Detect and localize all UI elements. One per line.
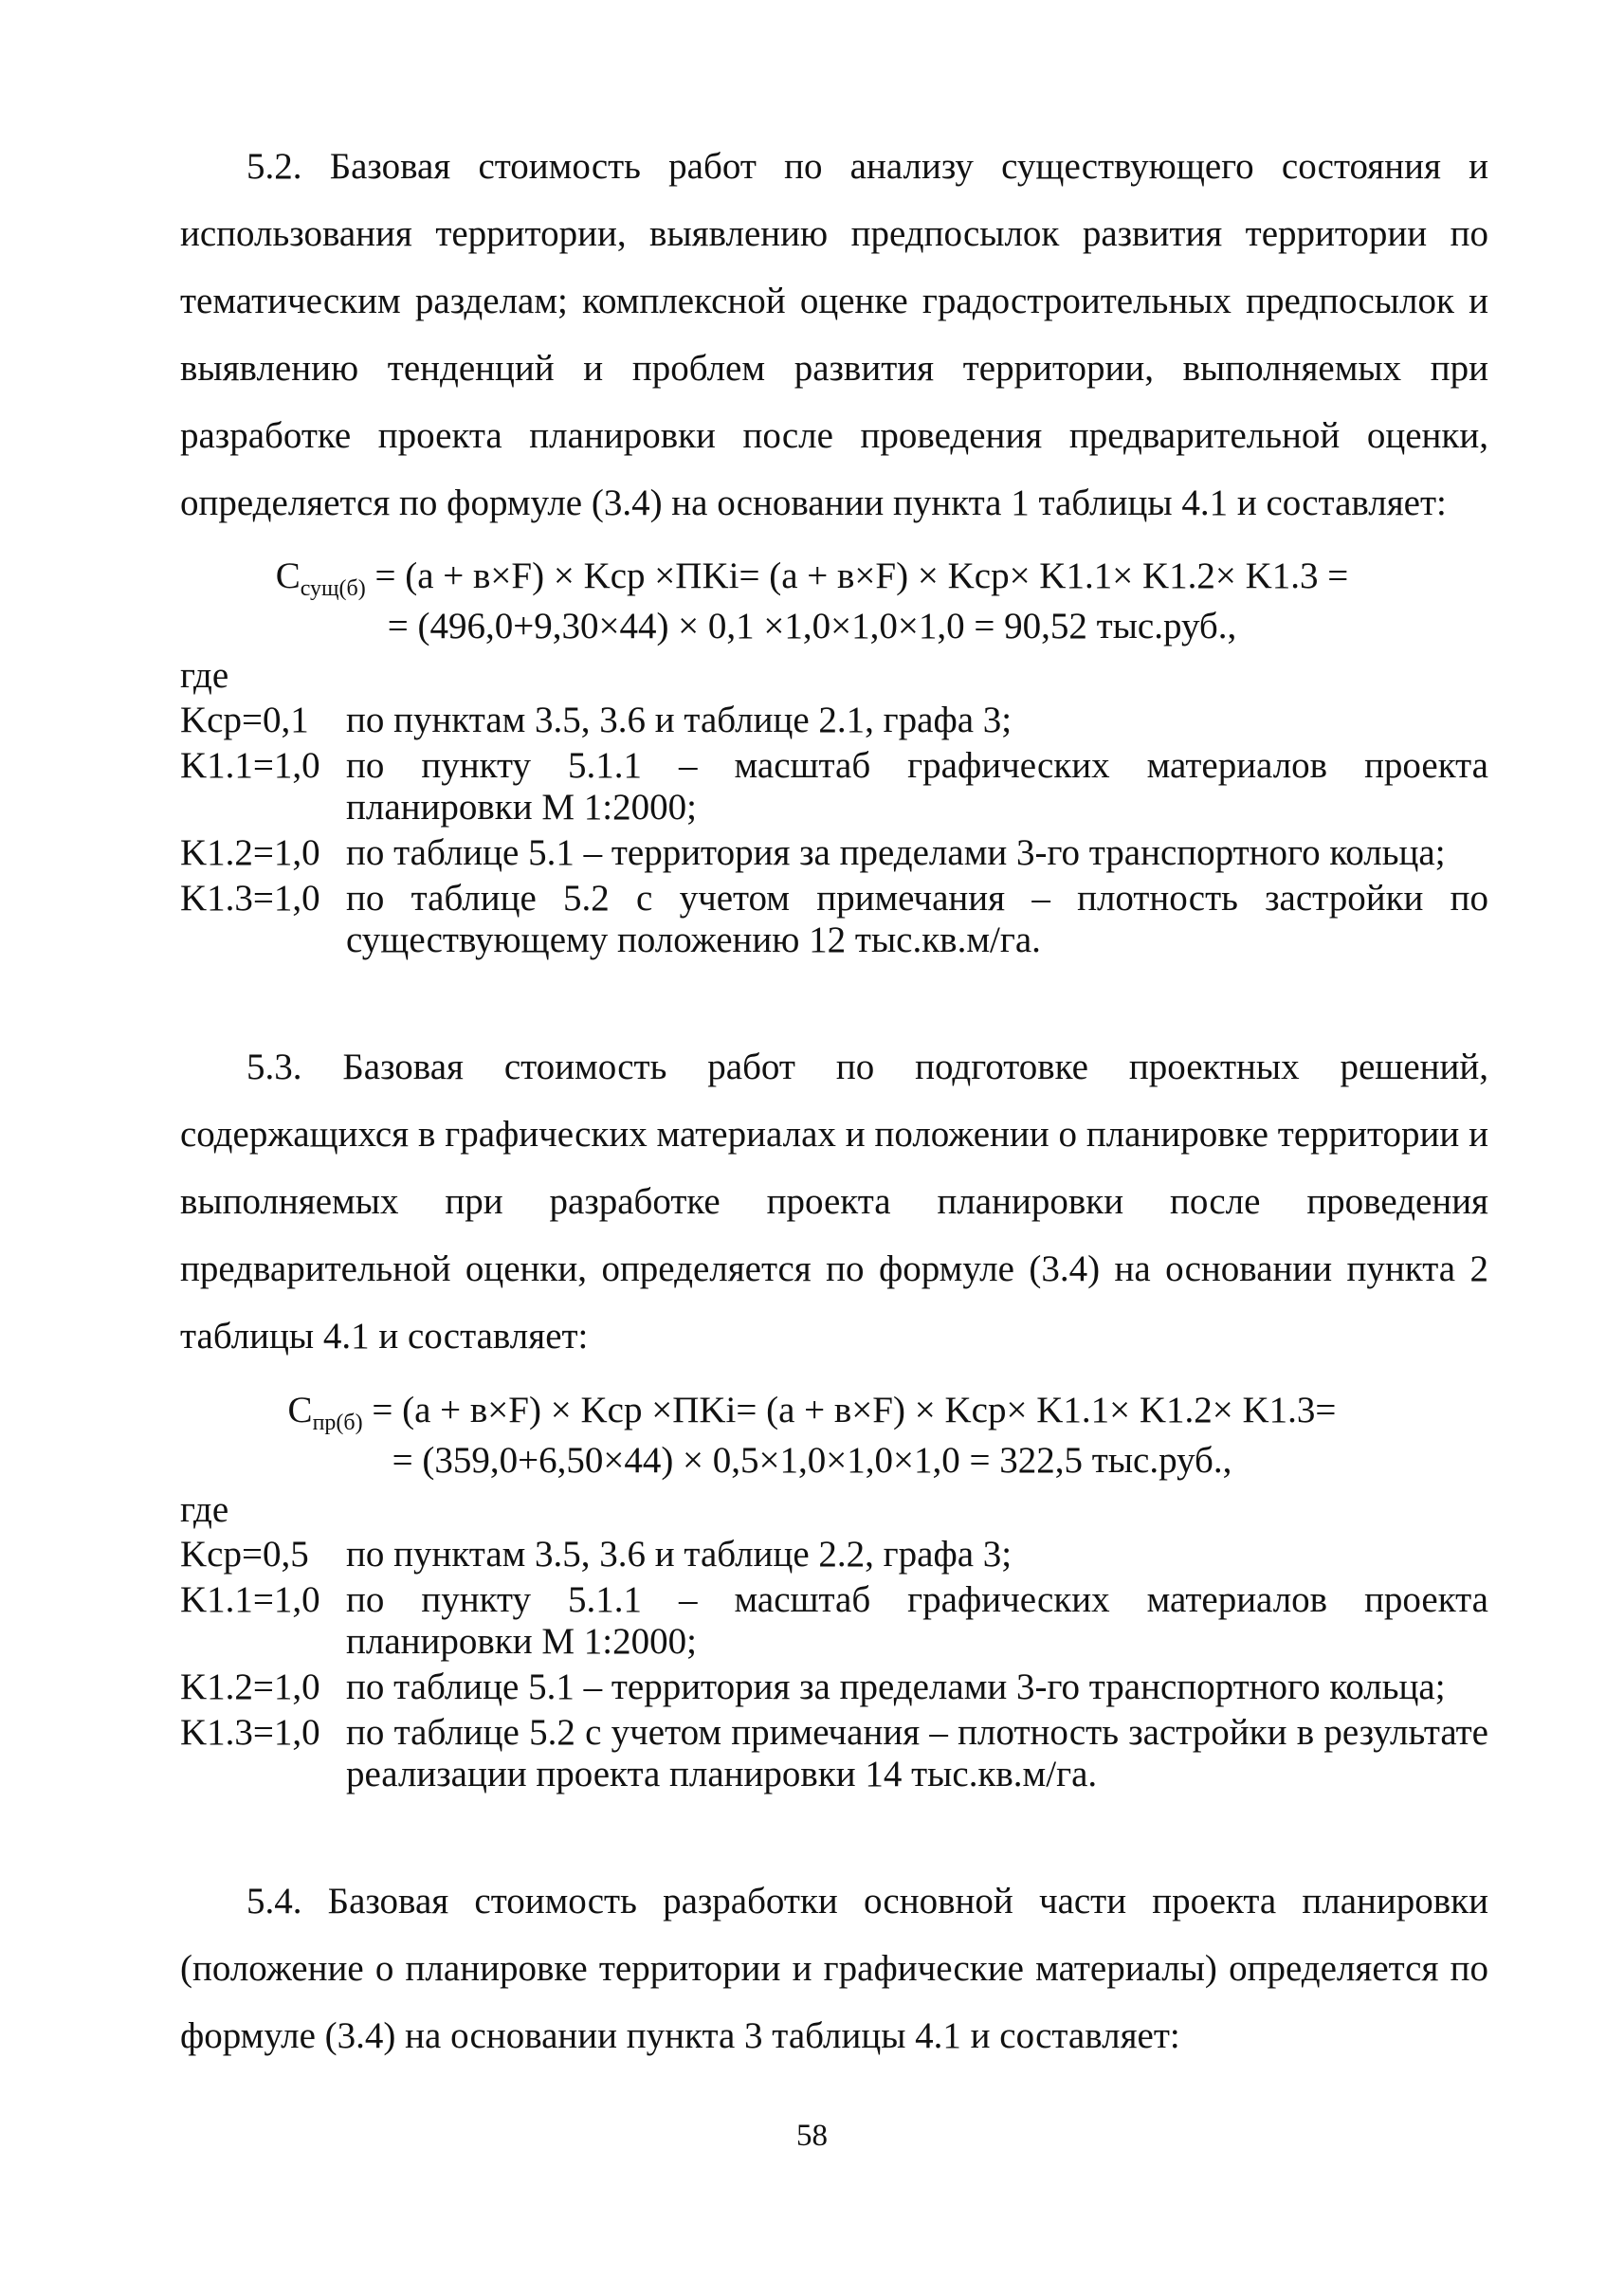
formula-expression: = (а + в×F) × Kср ×ПKi= (а + в×F) × Kср× K1.1× K1.2× K1.3 =: [365, 556, 1349, 596]
formula-symbol: С: [287, 1390, 313, 1430]
definition-text: по таблице 5.1 – территория за пределами 3-го транспортного кольца;: [346, 1667, 1446, 1707]
where-label-5-3: где: [180, 1489, 229, 1530]
definition-variable: K1.2=1,0: [180, 1667, 320, 1707]
definition-row: [180, 832, 1488, 874]
definition-text: по таблице 5.2 с учетом примечания – плотность застройки по существующему положению 12 тыс.кв.м/га.: [346, 878, 1488, 960]
paragraph-5-3-text: 5.3. Базовая стоимость работ по подготовке проектных решений, содержащихся в графических материалах и положении о планировке территории и выполняемых при разработке проекта планировки после проведения предварительной оценки, определяется по формуле (3.4) на основании пункта 2 таблицы 4.1 и составляет:: [180, 1047, 1488, 1357]
definition-row: [180, 1667, 1488, 1708]
definition-text: по пунктам 3.5, 3.6 и таблице 2.2, графа 3;: [346, 1534, 1013, 1575]
definition-variable: K1.1=1,0: [180, 745, 320, 786]
definition-variable: Kср=0,1: [180, 700, 309, 740]
definitions-5-3: [180, 1534, 1488, 1799]
definition-variable: K1.1=1,0: [180, 1579, 320, 1620]
paragraph-5-3: [180, 1033, 1488, 1370]
formula-5-2-line-1: [0, 555, 1624, 601]
definition-row: [180, 700, 1488, 741]
definition-text: по таблице 5.1 – территория за пределами 3-го транспортного кольца;: [346, 832, 1446, 873]
definition-row: [180, 1579, 1488, 1663]
definition-row: [180, 1712, 1488, 1795]
definition-variable: K1.3=1,0: [180, 878, 320, 919]
formula-5-3-line-1: [0, 1389, 1624, 1435]
definition-text: по таблице 5.2 с учетом примечания – плотность застройки в результате реализации проекта планировки 14 тыс.кв.м/га.: [346, 1712, 1488, 1794]
definition-variable: Kср=0,5: [180, 1534, 309, 1575]
definitions-5-2: [180, 700, 1488, 965]
formula-symbol: С: [275, 556, 301, 596]
paragraph-5-4: [180, 1867, 1488, 2069]
paragraph-5-2: [180, 133, 1488, 537]
paragraph-5-2-text: 5.2. Базовая стоимость работ по анализу существующего состояния и использования территории, выявлению предпосылок развития территории по тематическим разделам; комплексной оценке градостроительных предпосылок и выявлению тенденций и проблем развития территории, выполняемых при разработке проекта планировки после проведения предварительной оценки, определяется по формуле (3.4) на основании пункта 1 таблицы 4.1 и составляет:: [180, 146, 1488, 523]
where-label-5-2: где: [180, 655, 229, 696]
definition-variable: K1.3=1,0: [180, 1712, 320, 1753]
page-number: 58: [796, 2119, 828, 2153]
definition-text: по пункту 5.1.1 – масштаб графических материалов проекта планировки М 1:2000;: [346, 1579, 1488, 1662]
definition-row: [180, 878, 1488, 961]
formula-5-2-line-2: = (496,0+9,30×44) × 0,1 ×1,0×1,0×1,0 = 90,52 тыс.руб.,: [387, 606, 1237, 647]
formula-subscript: пр(б): [312, 1411, 363, 1435]
paragraph-5-4-text: 5.4. Базовая стоимость разработки основной части проекта планировки (положение о планировке территории и графические материалы) определяется по формуле (3.4) на основании пункта 3 таблицы 4.1 и составляет:: [180, 1881, 1488, 2056]
formula-expression: = (а + в×F) × Kср ×ПKi= (а + в×F) × Kср× K1.1× K1.2× K1.3=: [362, 1390, 1337, 1430]
definition-text: по пункту 5.1.1 – масштаб графических материалов проекта планировки М 1:2000;: [346, 745, 1488, 828]
definition-text: по пунктам 3.5, 3.6 и таблице 2.1, графа 3;: [346, 700, 1013, 740]
formula-5-3-line-2: = (359,0+6,50×44) × 0,5×1,0×1,0×1,0 = 322,5 тыс.руб.,: [392, 1440, 1232, 1481]
definition-row: [180, 745, 1488, 829]
definition-variable: K1.2=1,0: [180, 832, 320, 873]
definition-row: [180, 1534, 1488, 1576]
formula-subscript: сущ(б): [300, 576, 366, 601]
